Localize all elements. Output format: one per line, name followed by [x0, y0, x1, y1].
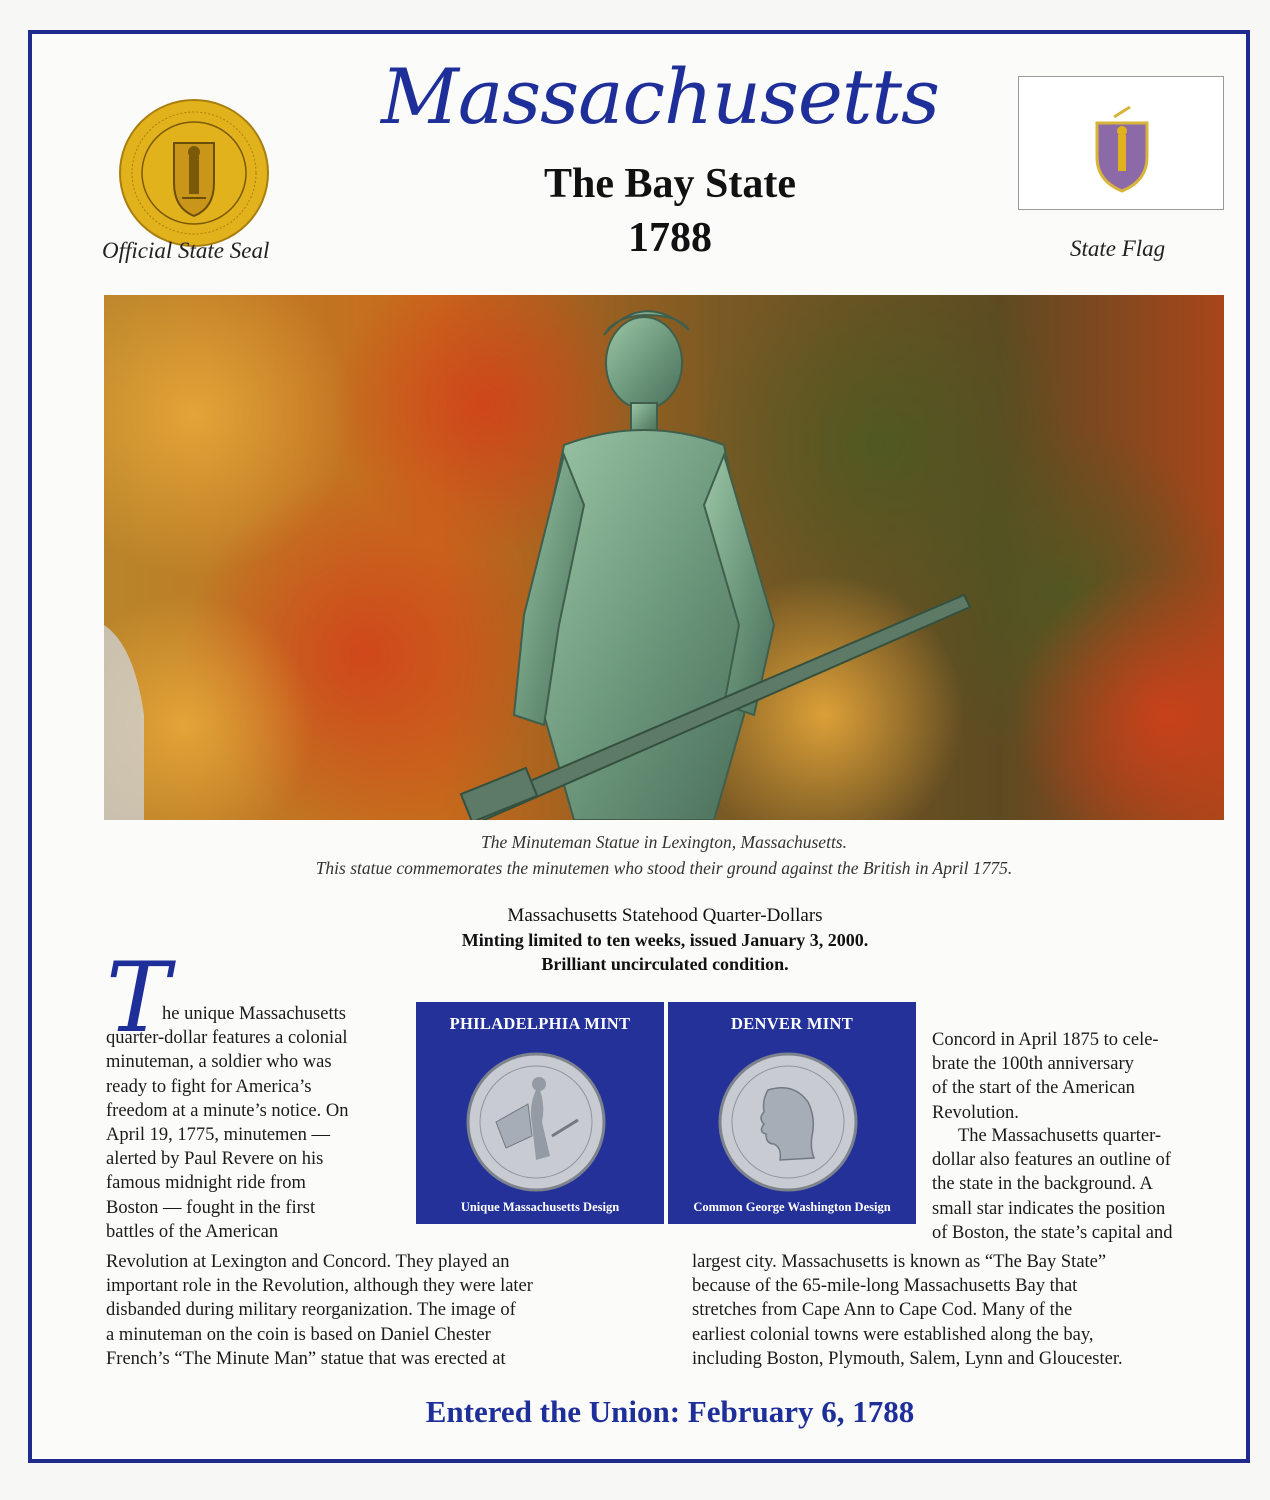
body-line: The Massachusetts quarter- — [958, 1126, 1162, 1146]
photo-caption-line1: The Minuteman Statue in Lexington, Massachusetts. — [480, 832, 847, 852]
body-line: of the start of the American — [932, 1078, 1135, 1099]
denver-mint-panel — [668, 1002, 916, 1224]
panel-header: PHILADELPHIA MINT — [449, 1014, 631, 1033]
body-line: largest city. Massachusetts is known as “The Bay State” — [692, 1252, 1107, 1272]
body-line: quarter-dollar features a colonial — [106, 1028, 348, 1049]
intro-line2: Minting limited to ten weeks, issued January 3, 2000. — [461, 930, 869, 950]
state-flag-emblem-icon — [1019, 77, 1225, 211]
body-line: small star indicates the position — [932, 1198, 1166, 1219]
drop-cap: T — [106, 942, 171, 1054]
state-seal-icon — [118, 98, 270, 248]
body-left-column — [106, 1002, 416, 1244]
body-line: because of the 65-mile-long Massachusetts Bay that — [692, 1276, 1078, 1297]
body-bottom-right — [692, 1250, 1232, 1371]
page-title: Massachusetts — [381, 52, 939, 141]
philadelphia-mint-panel — [416, 1002, 664, 1224]
body-line: disbanded during military reorganization. The image of — [106, 1300, 516, 1321]
body-line: dollar also features an outline of — [932, 1150, 1171, 1171]
body-line: alerted by Paul Revere on his — [106, 1149, 324, 1170]
body-line: Boston — fought in the first — [106, 1197, 316, 1218]
body-line: famous midnight ride from — [106, 1173, 306, 1194]
body-line: earliest colonial towns were established along the bay, — [692, 1324, 1094, 1345]
photo-caption-line2: This statue commemorates the minutemen who stood their ground against the British in April 1775. — [315, 858, 1013, 878]
minuteman-statue-photo — [104, 295, 1224, 820]
body-line: important role in the Revolution, although they were later — [106, 1276, 533, 1297]
body-bottom-left — [106, 1250, 666, 1371]
statehood-year: 1788 — [628, 215, 712, 261]
body-line: including Boston, Plymouth, Salem, Lynn and Gloucester. — [692, 1348, 1123, 1369]
intro-line3: Brilliant uncirculated condition. — [541, 954, 789, 974]
body-line: French’s “The Minute Man” statue that was erected at — [106, 1348, 506, 1369]
massachusetts-quarter-icon — [466, 1052, 606, 1192]
body-line: freedom at a minute’s notice. On — [106, 1100, 349, 1121]
state-flag — [1018, 76, 1224, 210]
panel-footer: Unique Massachusetts Design — [460, 1200, 620, 1214]
body-line: April 19, 1775, minutemen — — [106, 1125, 331, 1146]
body-line: the state in the background. A — [932, 1174, 1153, 1195]
body-line: Revolution at Lexington and Concord. They played an — [106, 1252, 510, 1272]
entered-union-date: Entered the Union: February 6, 1788 — [425, 1394, 915, 1429]
body-line: minuteman, a soldier who was — [106, 1052, 332, 1073]
body-line: of Boston, the state’s capital and — [932, 1222, 1173, 1243]
seal-caption: Official State Seal — [102, 238, 270, 263]
body-line: battles of the American — [106, 1221, 279, 1242]
george-washington-quarter-icon — [718, 1052, 858, 1192]
body-right-column-a — [932, 1028, 1232, 1125]
body-line: he unique Massachusetts — [162, 1004, 346, 1024]
body-line: stretches from Cape Ann to Cape Cod. Many of the — [692, 1300, 1073, 1321]
quarter-intro — [330, 904, 1000, 976]
panel-header: DENVER MINT — [730, 1014, 853, 1033]
panel-footer: Common George Washington Design — [693, 1200, 891, 1214]
body-line: a minuteman on the coin is based on Daniel Chester — [106, 1324, 491, 1345]
flag-caption: State Flag — [1070, 236, 1166, 261]
intro-line1: Massachusetts Statehood Quarter-Dollars — [507, 905, 823, 926]
body-line: Revolution. — [932, 1102, 1019, 1123]
body-right-column-b — [932, 1124, 1232, 1245]
body-line: ready to fight for America’s — [106, 1076, 312, 1097]
body-line: Concord in April 1875 to cele- — [932, 1030, 1159, 1050]
photo-caption — [104, 829, 1224, 881]
body-line: brate the 100th anniversary — [932, 1054, 1134, 1075]
state-nickname: The Bay State — [544, 161, 796, 207]
